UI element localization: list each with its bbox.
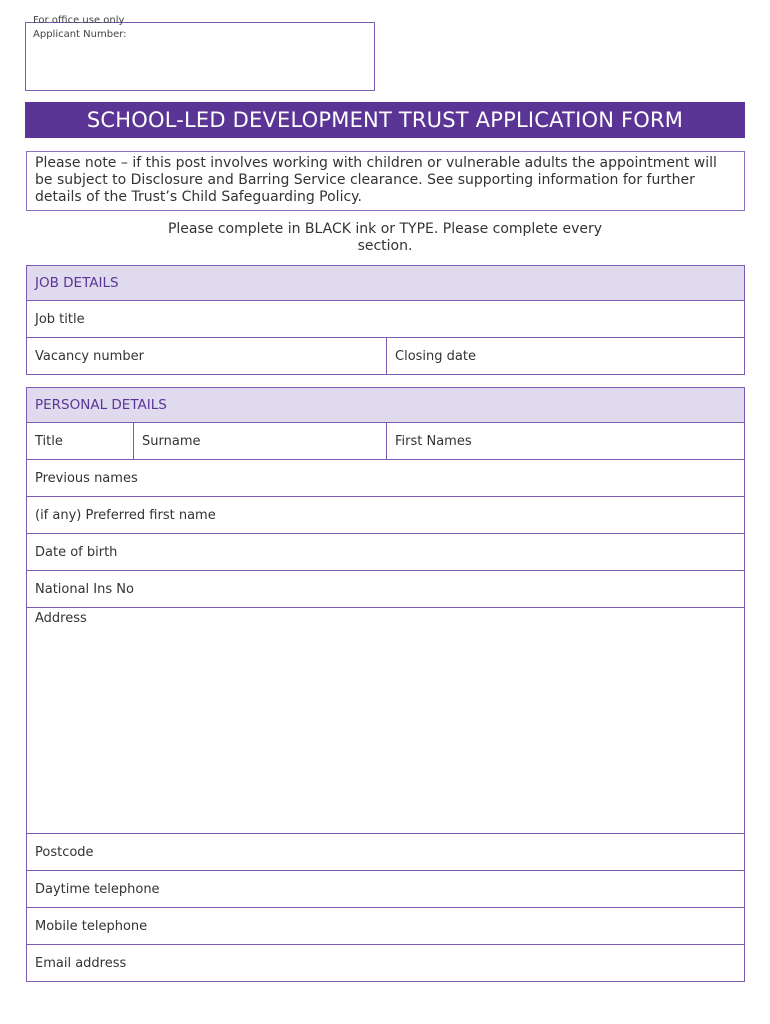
applicant-number-field[interactable]: Applicant Number: — [33, 29, 127, 40]
address-field[interactable]: Address — [35, 611, 87, 626]
job-details-section — [26, 265, 745, 375]
vacancy-row — [27, 337, 744, 374]
section-heading: JOB DETAILS — [35, 275, 119, 291]
mobile-telephone-field[interactable]: Mobile telephone — [35, 918, 148, 934]
email-address-field[interactable]: Email address — [35, 955, 127, 971]
previous-names-field[interactable]: Previous names — [35, 470, 138, 486]
surname-field[interactable]: Surname — [133, 423, 386, 459]
preferred-first-name-field[interactable]: (if any) Preferred first name — [35, 507, 216, 523]
personal-details-section — [26, 387, 745, 982]
job-details-header — [27, 266, 744, 300]
previous-names-row — [27, 459, 744, 496]
title-field[interactable]: Title — [35, 433, 63, 449]
mobile-telephone-row — [27, 907, 744, 944]
section-heading: PERSONAL DETAILS — [35, 397, 167, 413]
personal-details-header — [27, 388, 744, 422]
postcode-field[interactable]: Postcode — [35, 844, 94, 860]
daytime-telephone-field[interactable]: Daytime telephone — [35, 881, 160, 897]
completion-instruction: Please complete in BLACK ink or TYPE. Please complete every section. — [167, 221, 603, 254]
dob-row — [27, 533, 744, 570]
first-names-field[interactable]: First Names — [386, 423, 744, 459]
job-title-row — [27, 300, 744, 337]
vacancy-number-field[interactable]: Vacancy number — [35, 348, 144, 364]
national-ins-no-field[interactable]: National Ins No — [35, 581, 134, 597]
preferred-name-row — [27, 496, 744, 533]
address-row — [27, 607, 744, 833]
job-title-field[interactable]: Job title — [35, 311, 85, 327]
office-use-label: For office use only — [33, 15, 125, 26]
name-row — [27, 422, 744, 459]
date-of-birth-field[interactable]: Date of birth — [35, 544, 118, 560]
dbs-notice: Please note – if this post involves working with children or vulnerable adults the appointment will be subject to Disclosure and Barring Service clearance. See supporting information for further details of the Trust’s Child Safeguarding Policy. — [26, 151, 745, 211]
daytime-telephone-row — [27, 870, 744, 907]
ni-row — [27, 570, 744, 607]
closing-date-field[interactable]: Closing date — [386, 338, 744, 374]
form-title: SCHOOL-LED DEVELOPMENT TRUST APPLICATION FORM — [25, 102, 745, 138]
email-row — [27, 944, 744, 981]
postcode-row — [27, 833, 744, 870]
